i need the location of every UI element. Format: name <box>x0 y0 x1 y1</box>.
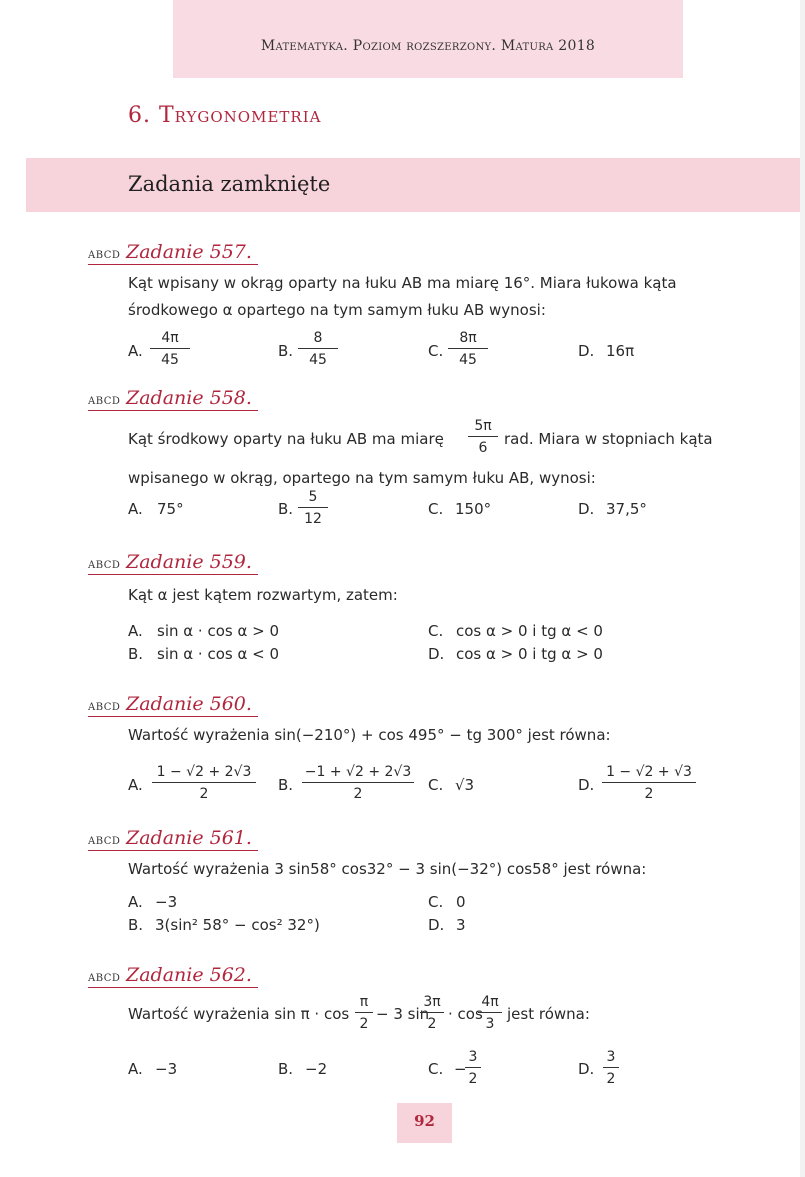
task-562-mid-2: · cos <box>448 1005 483 1023</box>
task-558-option-d-label: D. <box>578 500 595 518</box>
task-561-option-d-text: 3 <box>456 916 466 934</box>
task-558-option-c-label: C. <box>428 500 444 518</box>
abcd-marker: ABCD <box>88 560 121 571</box>
task-562-option-d-label: D. <box>578 1060 595 1078</box>
abcd-marker: ABCD <box>88 250 121 261</box>
task-559-line1: Kąt α jest kątem rozwartym, zatem: <box>128 586 398 604</box>
task-557-option-c-label: C. <box>428 342 444 360</box>
task-561-option-d-label: D. <box>428 916 445 934</box>
task-560-option-b-label: B. <box>278 776 294 794</box>
task-562-line1b: jest równa: <box>507 1005 590 1023</box>
task-558-line1a: Kąt środkowy oparty na łuku AB ma miarę <box>128 430 444 448</box>
task-561-option-a-label: A. <box>128 893 143 911</box>
task-559-option-d-text: cos α > 0 i tg α > 0 <box>456 645 603 663</box>
running-title: Matematyka. Poziom rozszerzony. Matura 2018 <box>260 38 596 54</box>
task-557-line2: środkowego α opartego na tym samym łuku AB wynosi: <box>128 301 546 319</box>
task-562-heading <box>88 963 258 988</box>
task-558-line2: wpisanego w okrąg, opartego na tym samym łuku AB, wynosi: <box>128 469 596 487</box>
task-558-option-a-label: A. <box>128 500 143 518</box>
task-561-option-b-label: B. <box>128 916 144 934</box>
task-558-inline-fraction: $\frac{5\pi}{6}$ <box>468 418 498 456</box>
task-561-option-a-text: −3 <box>155 893 178 911</box>
task-561-title: Zadanie 561. <box>126 827 252 849</box>
task-557-line1: Kąt wpisany w okrąg oparty na łuku AB ma miarę 16°. Miara łukowa kąta <box>128 274 677 292</box>
task-557-title: Zadanie 557. <box>126 241 252 263</box>
task-561-option-b-text: 3(sin² 58° − cos² 32°) <box>155 916 320 934</box>
task-562-fraction-1: $\frac{\pi}{2}$ <box>355 994 373 1032</box>
task-559-option-d-label: D. <box>428 645 445 663</box>
task-562-fraction-3: $\frac{4\pi}{3}$ <box>478 994 502 1032</box>
task-562-option-b-label: B. <box>278 1060 294 1078</box>
task-559-heading <box>88 550 258 575</box>
task-559-title: Zadanie 559. <box>126 551 252 573</box>
task-560-option-a-fraction: $\frac{1 - √2 + 2√3}{2}$ <box>152 764 256 802</box>
task-557-option-d-label: D. <box>578 342 595 360</box>
abcd-marker: ABCD <box>88 836 121 847</box>
task-561-line1: Wartość wyrażenia 3 sin58° cos32° − 3 sin(−32°) cos58° jest równa: <box>128 860 647 878</box>
task-558-title: Zadanie 558. <box>126 387 252 409</box>
task-559-option-b-label: B. <box>128 645 144 663</box>
task-558-option-b-label: B. <box>278 500 294 518</box>
task-561-heading <box>88 826 258 851</box>
task-558-option-a-text: 75° <box>157 500 184 518</box>
task-559-option-a-text: sin α · cos α > 0 <box>157 622 279 640</box>
abcd-marker: ABCD <box>88 396 121 407</box>
task-557-option-c-fraction: $\frac{8\pi}{45}$ <box>448 330 488 368</box>
task-562-option-d-fraction: $\frac{3}{2}$ <box>603 1049 619 1087</box>
task-560-option-d-fraction: $\frac{1 - √2 + √3}{2}$ <box>602 764 696 802</box>
abcd-marker: ABCD <box>88 973 121 984</box>
task-557-heading <box>88 240 258 265</box>
task-557-option-d-text: 16π <box>606 342 635 360</box>
task-560-option-a-label: A. <box>128 776 143 794</box>
task-562-fraction-2: $\frac{3\pi}{2}$ <box>420 994 444 1032</box>
task-558-option-c-text: 150° <box>455 500 492 518</box>
task-559-option-c-label: C. <box>428 622 444 640</box>
task-561-option-c-text: 0 <box>456 893 466 911</box>
task-559-option-a-label: A. <box>128 622 143 640</box>
task-562-option-c-label: C. <box>428 1060 444 1078</box>
task-562-mid-1: − 3 sin <box>376 1005 430 1023</box>
page-number: 92 <box>414 1112 435 1130</box>
task-560-option-c-text: √3 <box>455 776 475 794</box>
task-560-option-c-label: C. <box>428 776 444 794</box>
abcd-marker: ABCD <box>88 702 121 713</box>
task-557-option-a-label: A. <box>128 342 143 360</box>
section-title: Zadania zamknięte <box>128 172 331 196</box>
task-562-title: Zadanie 562. <box>126 964 252 986</box>
task-557-option-b-fraction: $\frac{8}{45}$ <box>298 330 338 368</box>
task-558-line1b: rad. Miara w stopniach kąta <box>504 430 713 448</box>
task-562-option-a-text: −3 <box>155 1060 178 1078</box>
page-edge-shadow <box>800 0 805 1177</box>
task-559-option-b-text: sin α · cos α < 0 <box>157 645 279 663</box>
task-557-option-b-label: B. <box>278 342 294 360</box>
task-558-heading <box>88 386 258 411</box>
task-562-option-c-fraction: $\frac{3}{2}$ <box>465 1049 481 1087</box>
task-560-option-b-fraction: $\frac{-1 + √2 + 2√3}{2}$ <box>302 764 414 802</box>
task-560-option-d-label: D. <box>578 776 595 794</box>
task-557-option-a-fraction: $\frac{4\pi}{45}$ <box>150 330 190 368</box>
chapter-title: 6. Trygonometria <box>128 103 322 128</box>
task-560-title: Zadanie 560. <box>126 693 252 715</box>
task-558-option-d-text: 37,5° <box>606 500 647 518</box>
task-560-line1: Wartość wyrażenia sin(−210°) + cos 495° − tg 300° jest równa: <box>128 726 611 744</box>
task-562-option-c-sign: − <box>454 1060 467 1078</box>
task-562-option-b-text: −2 <box>305 1060 328 1078</box>
task-559-option-c-text: cos α > 0 i tg α < 0 <box>456 622 603 640</box>
task-561-option-c-label: C. <box>428 893 444 911</box>
task-562-line1a: Wartość wyrażenia sin π · cos <box>128 1005 350 1023</box>
task-558-option-b-fraction: $\frac{5}{12}$ <box>298 489 328 527</box>
task-560-heading <box>88 692 258 717</box>
task-562-option-a-label: A. <box>128 1060 143 1078</box>
